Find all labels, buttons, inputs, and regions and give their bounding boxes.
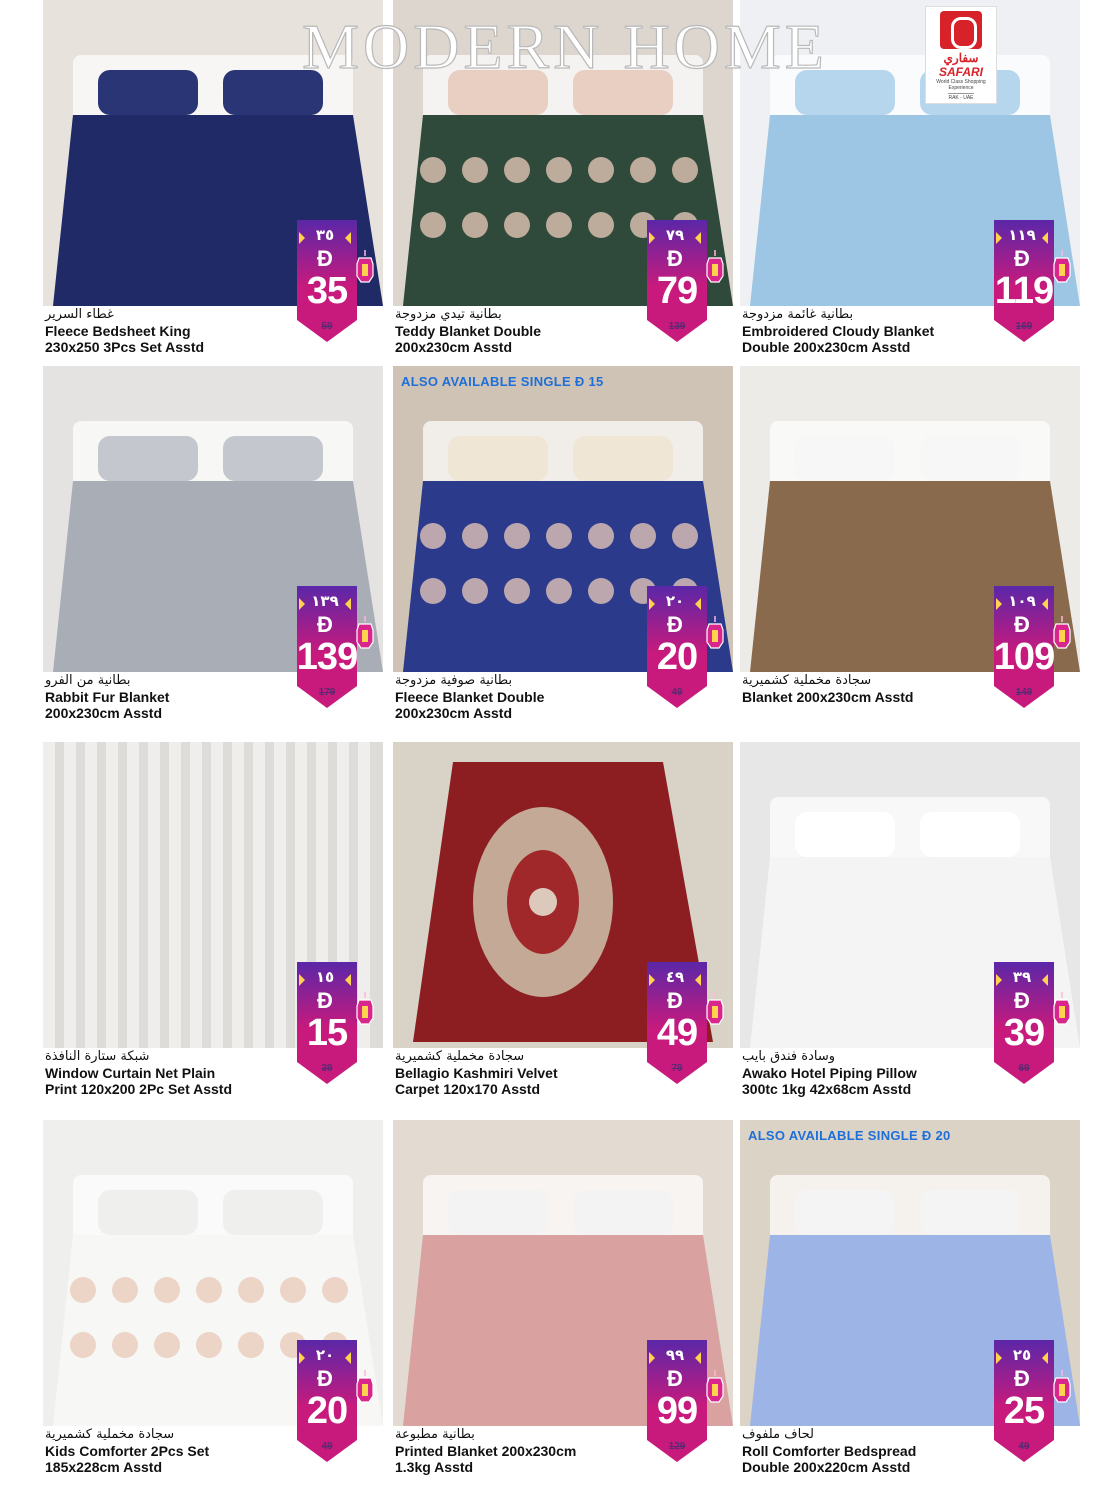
- product-name-line2: 1.3kg Asstd: [395, 1459, 474, 1475]
- price-value: 25: [1003, 1390, 1045, 1432]
- product-labels: [740, 306, 970, 355]
- product-name-line1: Awako Hotel Piping Pillow: [742, 1065, 917, 1081]
- old-price: 129: [668, 1441, 686, 1452]
- price-tag: [643, 1340, 727, 1468]
- product-card[interactable]: [740, 366, 1080, 736]
- product-labels: [43, 1048, 273, 1097]
- price-arabic: ١٥: [315, 968, 335, 986]
- price-tag: [643, 220, 727, 348]
- currency-symbol: Đ: [317, 1366, 333, 1391]
- price-value: 35: [306, 270, 348, 312]
- price-arabic: ١١٩: [1008, 226, 1036, 244]
- old-price: 49: [1018, 1441, 1030, 1452]
- also-available-note: ALSO AVAILABLE SINGLE Đ 20: [748, 1128, 951, 1143]
- product-name-line2: 300tc 1kg 42x68cm Asstd: [742, 1081, 912, 1097]
- price-value: 139: [296, 636, 358, 678]
- product-name-ar: سجادة مخملية كشميرية: [45, 1427, 175, 1442]
- price-tag: [990, 962, 1074, 1090]
- product-name-line2: 200x230cm Asstd: [45, 705, 163, 721]
- product-name-ar: بطانية صوفية مزدوجة: [395, 673, 513, 688]
- currency-symbol: Đ: [1014, 988, 1030, 1013]
- product-labels: [43, 306, 273, 355]
- product-name-line1: Window Curtain Net Plain: [45, 1065, 216, 1081]
- currency-symbol: Đ: [1014, 246, 1030, 271]
- product-name-line1: Fleece Blanket Double: [395, 689, 545, 705]
- currency-symbol: Đ: [667, 612, 683, 637]
- old-price: 179: [318, 687, 336, 698]
- product-name-line1: Bellagio Kashmiri Velvet: [395, 1065, 558, 1081]
- currency-symbol: Đ: [317, 988, 333, 1013]
- product-card[interactable]: [393, 366, 733, 736]
- currency-symbol: Đ: [667, 988, 683, 1013]
- old-price: 59: [321, 321, 333, 332]
- price-tag: [643, 962, 727, 1090]
- product-name-line1: Printed Blanket 200x230cm: [395, 1443, 577, 1459]
- price-arabic: ٩٩: [665, 1346, 685, 1364]
- old-price: 169: [1015, 321, 1033, 332]
- product-card[interactable]: [740, 1120, 1080, 1490]
- currency-symbol: Đ: [317, 246, 333, 271]
- product-name-ar: سجادة مخملية كشميرية: [742, 673, 872, 688]
- product-labels: [740, 1426, 970, 1475]
- product-name-ar: وسادة فندق بايب: [742, 1049, 836, 1064]
- old-price: 69: [1018, 1063, 1030, 1074]
- old-price: 49: [321, 1441, 333, 1452]
- price-value: 119: [994, 270, 1054, 312]
- price-value: 79: [656, 270, 698, 312]
- brand-name-en: SAFARI: [938, 65, 983, 79]
- product-labels: [43, 1426, 273, 1475]
- product-name-line1: Blanket 200x230cm Asstd: [742, 689, 914, 705]
- product-name-ar: شبكة ستارة النافذة: [45, 1049, 150, 1064]
- product-card[interactable]: [43, 366, 383, 736]
- price-tag: [990, 220, 1074, 348]
- product-name-line1: Rabbit Fur Blanket: [45, 689, 170, 705]
- price-arabic: ٢٠: [665, 592, 685, 610]
- price-tag: [293, 586, 377, 714]
- safari-logo: [925, 6, 997, 104]
- product-name-ar: بطانية تيدي مزدوجة: [395, 307, 502, 322]
- product-labels: [740, 1048, 970, 1097]
- product-labels: [740, 672, 970, 705]
- product-name-ar: بطانية من الفرو: [45, 673, 131, 688]
- price-value: 49: [656, 1012, 698, 1054]
- old-price: 139: [668, 321, 686, 332]
- brand-location: RAK - UAE: [948, 95, 974, 101]
- safari-logo-icon: [940, 11, 982, 49]
- price-tag: [293, 962, 377, 1090]
- price-value: 39: [1003, 1012, 1045, 1054]
- product-labels: [393, 1048, 623, 1097]
- price-arabic: ٣٩: [1012, 968, 1032, 986]
- price-arabic: ٤٩: [665, 968, 685, 986]
- price-tag: [990, 586, 1074, 714]
- price-tag: [293, 220, 377, 348]
- product-name-line2: Double 200x220cm Asstd: [742, 1459, 911, 1475]
- page-title: MODERN HOME: [302, 11, 828, 82]
- product-name-ar: غطاء السرير: [45, 307, 114, 322]
- old-price: 79: [671, 1063, 683, 1074]
- currency-symbol: Đ: [1014, 1366, 1030, 1391]
- price-value: 109: [993, 636, 1055, 678]
- price-arabic: ٢٠: [315, 1346, 335, 1364]
- product-name-line1: Fleece Bedsheet King: [45, 323, 191, 339]
- product-card[interactable]: [740, 742, 1080, 1112]
- product-name-line1: Teddy Blanket Double: [395, 323, 541, 339]
- product-labels: [393, 672, 623, 721]
- product-name-line2: 200x230cm Asstd: [395, 705, 513, 721]
- product-name-line1: Kids Comforter 2Pcs Set: [45, 1443, 210, 1459]
- product-card[interactable]: [393, 742, 733, 1112]
- product-card[interactable]: [43, 1120, 383, 1490]
- product-name-line2: Double 200x230cm Asstd: [742, 339, 911, 355]
- product-name-ar: بطانية غائمة مزدوجة: [742, 307, 854, 322]
- product-labels: [393, 1426, 623, 1475]
- product-name-ar: لحاف ملفوف: [742, 1427, 814, 1442]
- price-value: 99: [656, 1390, 698, 1432]
- brand-tagline: World Class Shopping Experience: [936, 79, 986, 91]
- price-tag: [643, 586, 727, 714]
- product-name-line2: 185x228cm Asstd: [45, 1459, 163, 1475]
- price-arabic: ٢٥: [1012, 1346, 1032, 1364]
- product-name-ar: سجادة مخملية كشميرية: [395, 1049, 525, 1064]
- price-arabic: ١٣٩: [311, 592, 339, 610]
- old-price: 149: [1015, 687, 1033, 698]
- price-arabic: ١٠٩: [1008, 592, 1036, 610]
- product-card[interactable]: [43, 742, 383, 1112]
- currency-symbol: Đ: [667, 1366, 683, 1391]
- price-tag: [990, 1340, 1074, 1468]
- product-card[interactable]: [393, 1120, 733, 1490]
- price-value: 20: [306, 1390, 348, 1432]
- old-price: 39: [321, 1063, 333, 1074]
- product-name-ar: بطانية مطبوعة: [395, 1427, 475, 1442]
- price-arabic: ٣٥: [315, 226, 335, 244]
- product-name-line2: 200x230cm Asstd: [395, 339, 513, 355]
- old-price: 49: [671, 687, 683, 698]
- price-arabic: ٧٩: [665, 226, 685, 244]
- price-tag: [293, 1340, 377, 1468]
- price-value: 20: [656, 636, 698, 678]
- product-name-line2: Carpet 120x170 Asstd: [395, 1081, 541, 1097]
- product-name-line1: Embroidered Cloudy Blanket: [742, 323, 935, 339]
- brand-name-ar: سفاري: [943, 51, 979, 65]
- product-name-line1: Roll Comforter Bedspread: [742, 1443, 917, 1459]
- product-labels: [393, 306, 623, 355]
- product-name-line2: Print 120x200 2Pc Set Asstd: [45, 1081, 233, 1097]
- currency-symbol: Đ: [317, 612, 333, 637]
- price-value: 15: [306, 1012, 348, 1054]
- product-labels: [43, 672, 273, 721]
- currency-symbol: Đ: [1014, 612, 1030, 637]
- also-available-note: ALSO AVAILABLE SINGLE Đ 15: [401, 374, 604, 389]
- product-name-line2: 230x250 3Pcs Set Asstd: [45, 339, 205, 355]
- currency-symbol: Đ: [667, 246, 683, 271]
